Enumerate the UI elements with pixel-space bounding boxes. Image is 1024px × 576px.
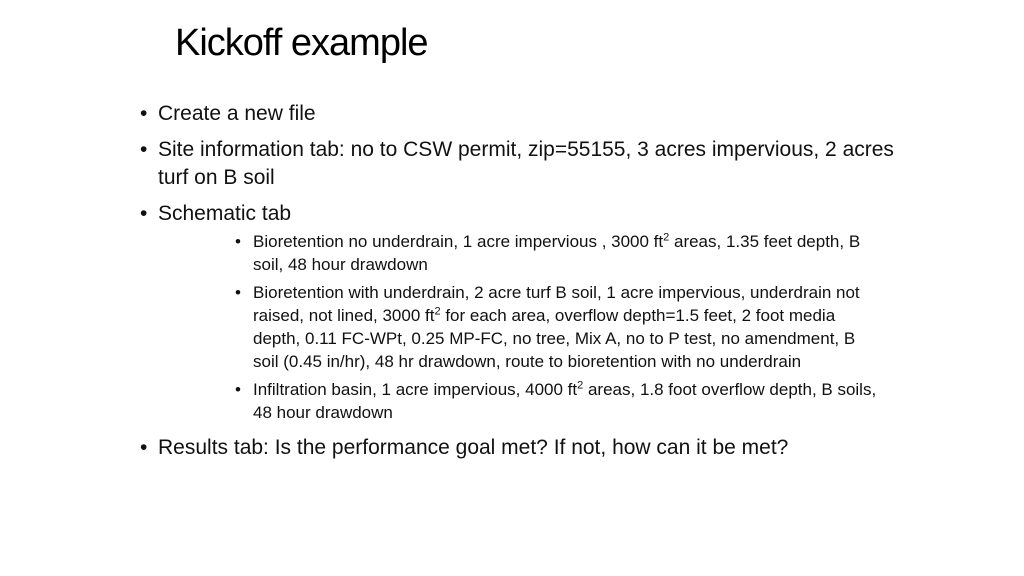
sub-list-item xyxy=(235,378,883,424)
bullet-icon: • xyxy=(140,102,148,125)
sub-item-text: Bioretention no underdrain, 1 acre impervious , 3000 ft xyxy=(253,232,664,251)
superscript: 2 xyxy=(577,379,584,392)
bullet-icon: • xyxy=(140,138,148,161)
superscript: 2 xyxy=(434,305,441,318)
list-item xyxy=(140,434,900,462)
sub-list-item xyxy=(235,230,883,276)
sub-item-text: for each area, overflow depth=1.5 feet, 2 foot media depth, 0.11 FC-WPt, 0.25 MP-FC, no tree, Mix A, no to P test, no amendment, B soil (0.45 in/hr), 48 hr drawdown, route to bioretention with no underdrain xyxy=(253,306,856,371)
list-item-text: Site information tab: no to CSW permit, zip=55155, 3 acres impervious, 2 acres turf on B soil xyxy=(158,138,894,189)
slide-title: Kickoff example xyxy=(175,22,428,64)
bullet-icon: • xyxy=(235,232,241,251)
list-item xyxy=(140,200,900,424)
list-item-text: Schematic tab xyxy=(158,202,292,225)
superscript: 2 xyxy=(663,231,670,244)
sub-item-text: Infiltration basin, 1 acre impervious, 4000 ft xyxy=(253,380,578,399)
bullet-icon: • xyxy=(235,283,241,302)
sub-bullet-list xyxy=(158,230,900,424)
list-item-text: Results tab: Is the performance goal met? If not, how can it be met? xyxy=(158,436,789,459)
bullet-icon: • xyxy=(140,436,148,459)
bullet-list xyxy=(140,100,900,470)
bullet-icon: • xyxy=(235,380,241,399)
list-item xyxy=(140,100,900,128)
sub-list-item xyxy=(235,281,883,373)
sub-item-text: Bioretention with underdrain, 2 acre turf B soil, 1 acre impervious, underdrain not raised, not lined, 3000 ft xyxy=(253,283,860,325)
bullet-icon: • xyxy=(140,202,148,225)
sub-item-text: areas, 1.8 foot overflow depth, B soils, 48 hour drawdown xyxy=(253,380,877,422)
list-item xyxy=(140,136,900,192)
sub-item-text: areas, 1.35 feet depth, B soil, 48 hour drawdown xyxy=(253,232,861,274)
list-item-text: Create a new file xyxy=(158,102,316,125)
